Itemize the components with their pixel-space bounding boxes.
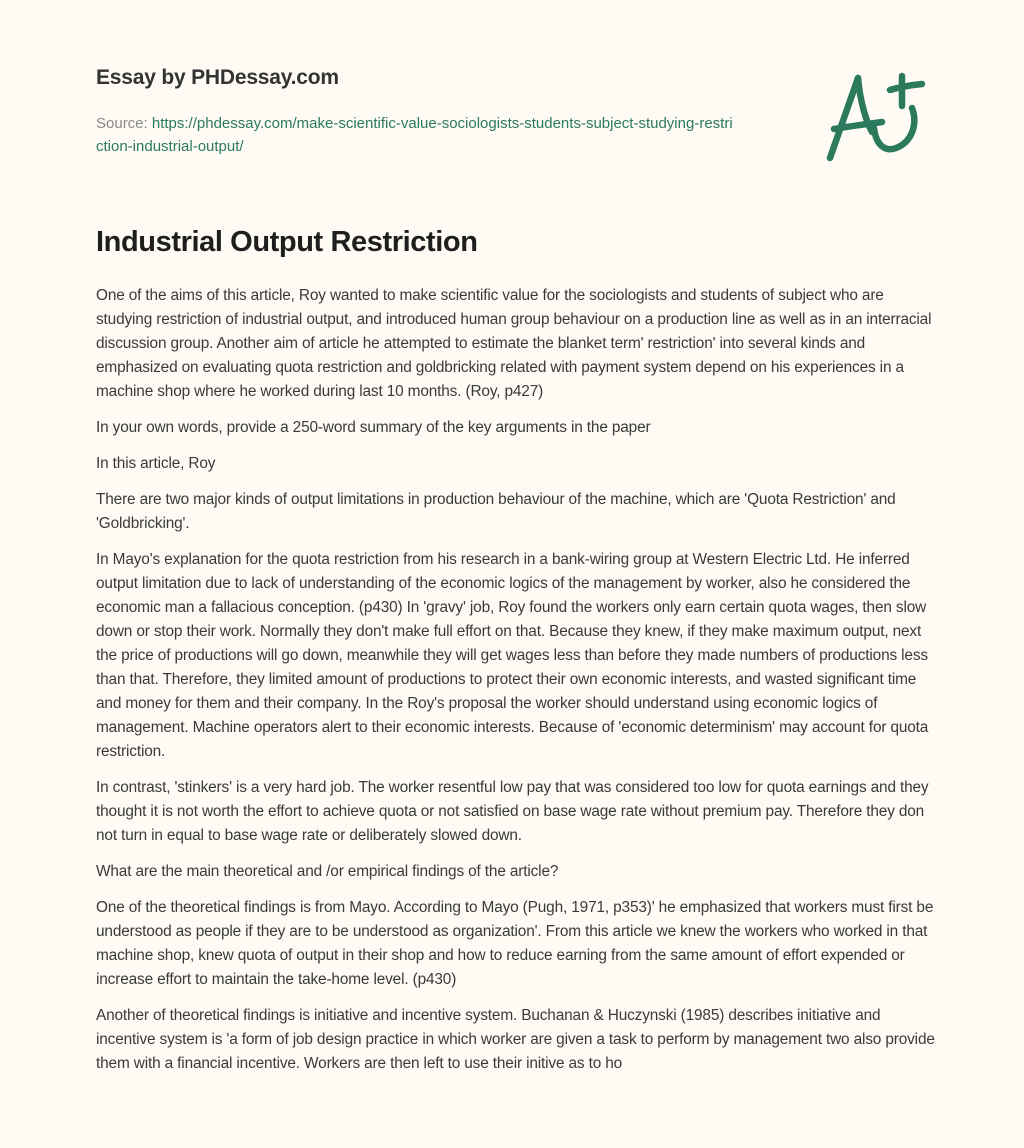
paragraph: In Mayo's explanation for the quota restriction from his research in a bank-wiring group at Western Electric Ltd. He inferred output limitation due to lack of understanding of the economic logics of the management by worker, also he considered the economic man a fallacious conception. (p430) In 'gravy' job, Roy found the workers only earn certain quota wages, then slow down or stop their work. Normally they don't make full effort on that. Because they knew, if they make maximum output, next the price of productions will go down, meanwhile they will get wages less than before they made numbers of productions less than that. Therefore, they limited amount of productions to protect their own economic interests, and wasted significant time and money for them and their company. In the Roy's proposal the worker should understand using economic logics of management. Machine operators alert to their economic interests. Because of 'economic determinism' may account for quota restriction. xyxy=(96,551,929,760)
paragraph: What are the main theoretical and /or empirical findings of the article? xyxy=(96,863,559,880)
article-body xyxy=(96,284,936,1088)
paragraph: In this article, Roy xyxy=(96,455,216,472)
source-link[interactable]: https://phdessay.com/make-scientific-value-sociologists-students-subject-studying-restriction-industrial-output/ xyxy=(96,115,733,155)
paragraph: One of the aims of this article, Roy wanted to make scientific value for the sociologists and students of subject who are studying restriction of industrial output, and introduced human group behaviour on a production line as well as in an interracial discussion group. Another aim of article he attempted to estimate the blanket term' restriction' into several kinds and emphasized on evaluating quota restriction and goldbricking related with payment system depend on his experiences in a machine shop where he worked during last 10 months. (Roy, p427) xyxy=(96,287,932,400)
a-plus-grade-icon xyxy=(820,66,930,166)
paragraph: In contrast, 'stinkers' is a very hard job. The worker resentful low pay that was considered too low for quota earnings and they thought it is not worth the effort to achieve quota or not satisfied on base wage rate without premium pay. Therefore they don not turn in equal to base wage rate or deliberately slowed down. xyxy=(96,779,929,844)
paragraph: There are two major kinds of output limitations in production behaviour of the machine, which are 'Quota Restriction' and 'Goldbricking'. xyxy=(96,491,896,532)
source-line xyxy=(96,112,736,158)
article-title: Industrial Output Restriction xyxy=(96,226,478,258)
brand-title: Essay by PHDessay.com xyxy=(96,66,339,89)
source-label: Source: xyxy=(96,115,152,132)
page-header xyxy=(96,0,936,200)
paragraph: In your own words, provide a 250-word summary of the key arguments in the paper xyxy=(96,419,651,436)
paragraph: One of the theoretical findings is from Mayo. According to Mayo (Pugh, 1971, p353)' he emphasized that workers must first be understood as people if they are to be understood as organization'. From this article we knew the workers who worked in that machine shop, knew quota of output in their shop and how to reduce earning from the same amount of effort expended or increase effort to maintain the take-home level. (p430) xyxy=(96,899,934,988)
essay-page xyxy=(96,0,936,1072)
paragraph: Another of theoretical findings is initiative and incentive system. Buchanan & Huczynski (1985) describes initiative and incentive system is 'a form of job design practice in which worker are given a task to perform by management two also provide them with a financial incentive. Workers are then left to use their initive as to ho xyxy=(96,1007,935,1072)
